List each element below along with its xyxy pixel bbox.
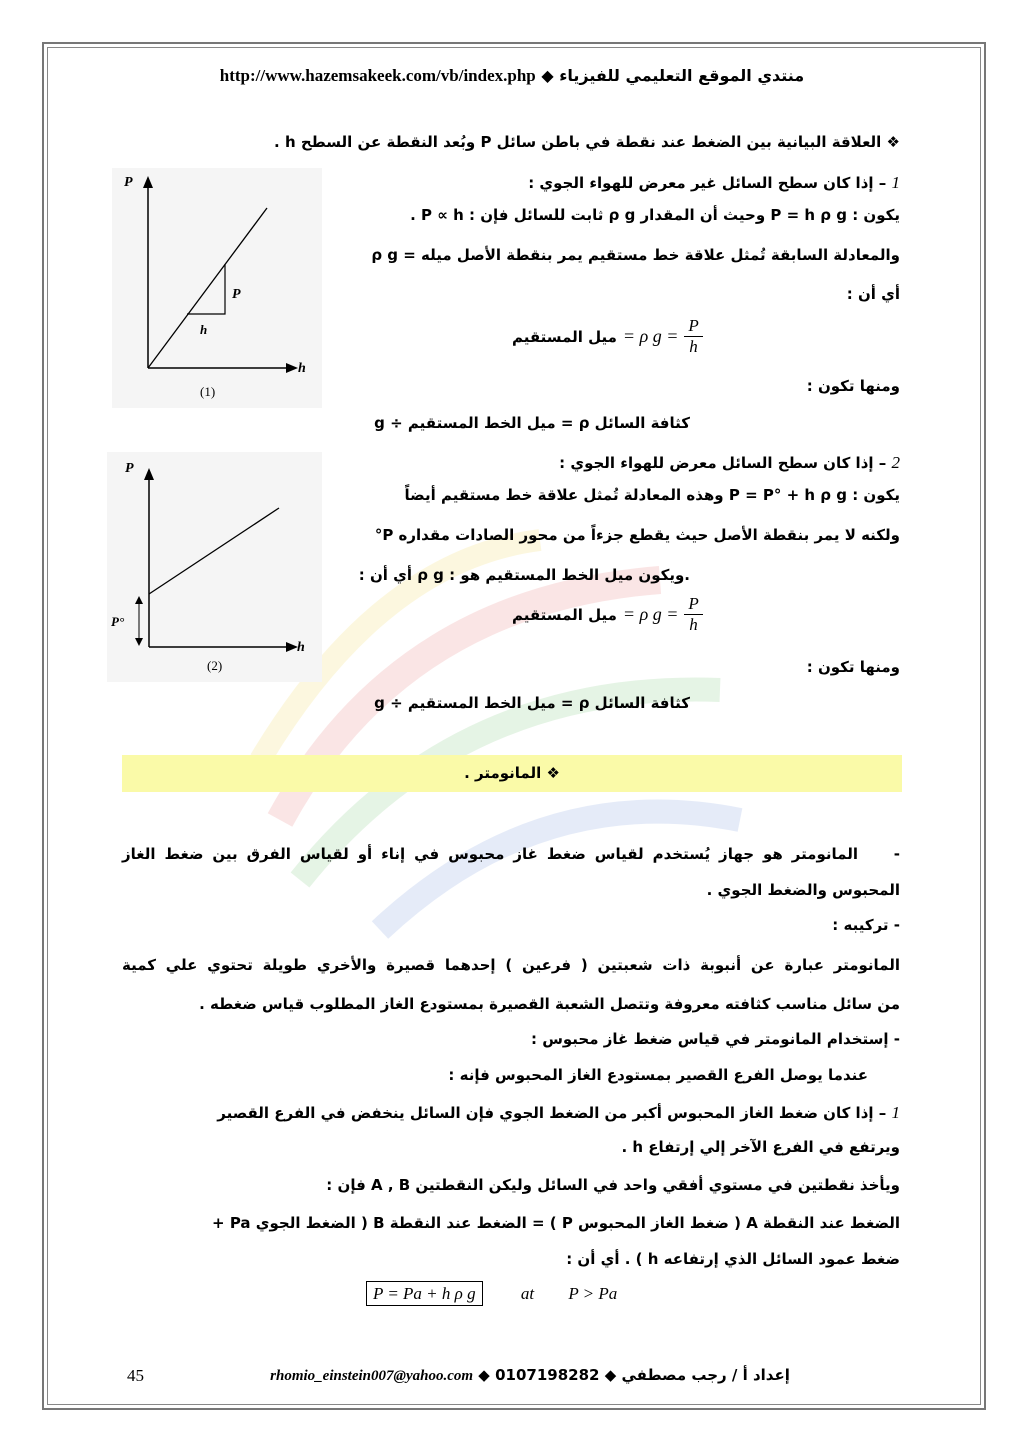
manometer-structure-line2: من سائل مناسب كثافته معروفة وتتصل الشعبة القصيرة بمستودع الغاز المطلوب قياس ضغطه . [199,995,900,1013]
case1-result: كثافة السائل ρ = ميل الخط المستقيم ÷ g [374,414,690,432]
condition-at: at [520,1284,535,1303]
footer-separator-icon-2: ◆ [604,1366,617,1384]
case2-fraction: $\frac{P}{h}$ [684,594,702,635]
case1-line3: أي أن : [846,285,900,303]
case2-result: كثافة السائل ρ = ميل الخط المستقيم ÷ g [374,694,690,712]
manometer-def-line2: المحبوس والضغط الجوي . [706,881,900,899]
graph-2 [107,452,322,682]
case1-slope-label: ميل المستقيم [512,327,617,346]
author-name: إعداد أ / رجب مصطفي [621,1366,790,1384]
case1-title [528,173,900,193]
manometer-section-banner [122,755,902,792]
graph-2-y-label: P [125,461,134,476]
graph-1-tri-v-label: P [232,287,241,302]
manometer-use-intro: عندما يوصل الفرع القصير بمستودع الغاز المحبوس فإنه : [448,1066,868,1084]
manometer-case1-line5: ضغط عمود السائل الذي إرتفاعه h ) . أي أن : [566,1250,900,1268]
forum-name: منتدي الموقع التعليمي للفيزياء [559,66,805,85]
intro-text: العلاقة البيانية بين الضغط عند نقطة في باطن سائل P وبُعد النقطة عن السطح h . [274,133,882,151]
graph-1-x-label: h [298,361,306,376]
case1-number: 1 [891,173,900,192]
page-number: 45 [127,1366,144,1385]
intro-line [274,133,900,151]
manometer-case1-line1: 1 – إذا كان ضغط الغاز المحبوس أكبر من الضغط الجوي فإن السائل ينخفض في الفرع القصير [217,1103,900,1122]
case1-slope-equation [512,316,703,357]
page-footer [250,1366,810,1385]
page-header [0,66,1024,86]
forum-url-link[interactable]: http://www.hazemsakeek.com/vb/index.php [219,66,536,85]
case2-slope-mid: = ρ g = [622,604,679,624]
manometer-structure-line1: المانومتر عبارة عن أنبوبة ذات شعبتين ( فرعين ) إحدهما قصيرة والأخري طويلة تحتوي علي كمية [122,956,900,974]
case2-result-intro: ومنها تكون : [806,658,900,676]
graph-1-y-label: P [124,175,133,190]
bullet-icon: ❖ [886,133,900,151]
case1-result-intro: ومنها تكون : [806,377,900,395]
manometer-case1-line2: ويرتفع في الفرع الآخر إلي إرتفاع h . [621,1138,900,1156]
case1-line1: يكون : P = h ρ g وحيث أن المقدار ρ g ثابت للسائل فإن : P ∝ h . [410,206,900,224]
graph-2-caption: (2) [207,658,223,673]
case2-line2: ولكنه لا يمر بنقطة الأصل حيث يقطع جزءاً من محور الصادات مقداره P° [374,526,900,544]
manometer-case1-line3: ويأخذ نقطتين في مستوي أفقي واحد في السائل وليكن النقطتين A , B فإن : [326,1176,900,1194]
graph-1-tri-h-label: h [200,322,208,337]
case1-fraction: $\frac{P}{h}$ [684,316,702,357]
case2-title-text: – إذا كان سطح السائل معرض للهواء الجوي : [559,454,887,472]
manometer-boxed-equation [366,1284,617,1304]
author-phone: 0107198282 [495,1366,600,1384]
condition: P > Pa [568,1284,618,1303]
case1-line2: والمعادلة السابقة تُمثل علاقة خط مستقيم يمر بنقطة الأصل ميله = ρ g [371,246,900,264]
footer-separator-icon: ◆ [478,1366,490,1384]
case2-number: 2 [891,453,900,472]
manometer-structure-title: - تركيبه : [832,916,900,934]
case2-slope-equation [512,594,703,635]
case2-title [559,453,900,473]
graph-1-background [112,168,322,408]
manometer-use-title: - إستخدام المانومتر في قياس ضغط غاز محبوس : [530,1030,900,1048]
case1-slope-mid: = ρ g = [622,326,679,346]
case2-line3: .ويكون ميل الخط المستقيم هو : ρ g أي أن : [358,566,690,584]
manometer-def-line1: - المانومتر هو جهاز يُستخدم لقياس ضغط غاز محبوس في إناء أو لقياس الفرق بين ضغط الغاز [122,845,901,863]
case2-slope-label: ميل المستقيم [512,605,617,624]
header-separator-icon: ◆ [541,66,554,85]
case2-line1: يكون : P = P° + h ρ g وهذه المعادلة تُمثل علاقة خط مستقيم أيضاً [404,486,900,504]
graph-1-caption: (1) [200,384,216,399]
graph-2-x-label: h [297,640,305,655]
graph-2-intercept-label: P° [111,614,125,629]
manometer-case1-line4: الضغط عند النقطة A ( ضغط الغاز المحبوس P ) = الضغط عند النقطة B ( الضغط الجوي Pa + [212,1214,900,1232]
graph-1 [112,168,322,408]
boxed-equation: P = Pa + h ρ g [366,1281,483,1306]
author-email-link[interactable]: rhomio_einstein007@yahoo.com [270,1368,474,1384]
manometer-section-title: ❖ المانومتر . [464,764,560,782]
case1-title-text: – إذا كان سطح السائل غير معرض للهواء الجوي : [528,174,887,192]
